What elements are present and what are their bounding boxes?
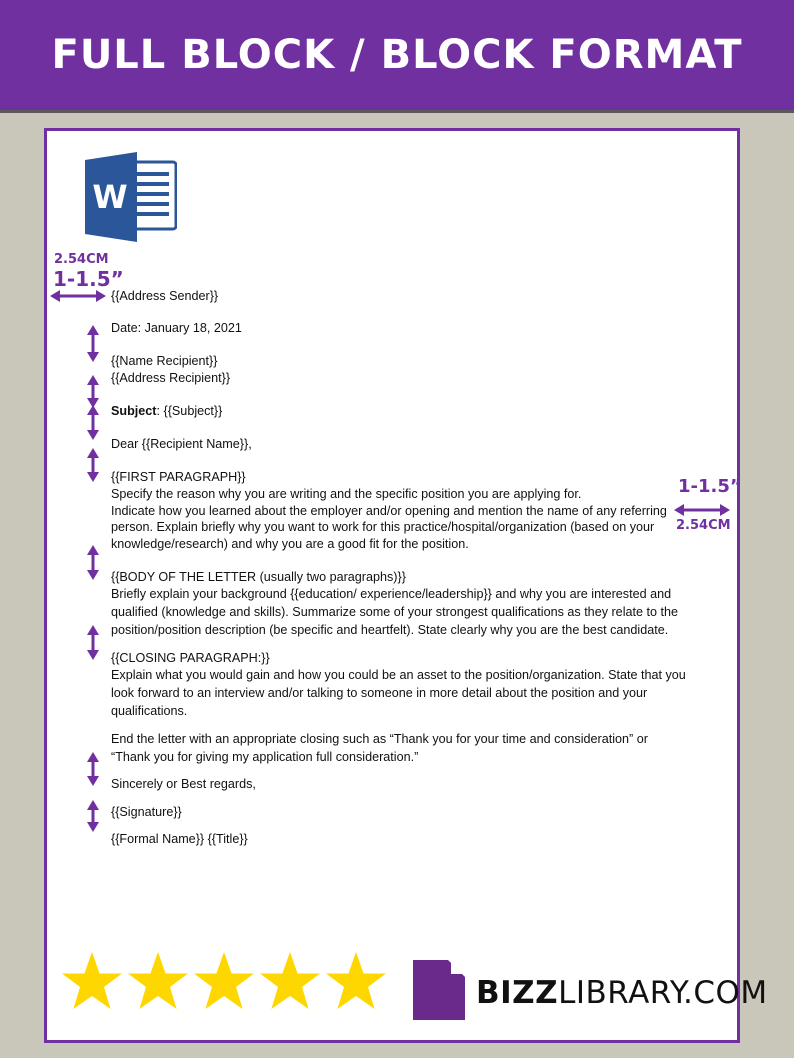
vertical-spacing-arrow-icon [86, 545, 100, 580]
star-icon [324, 950, 388, 1014]
first-paragraph-line: Specify the reason why you are writing and the specific position you are applying for. [111, 487, 582, 501]
horizontal-arrow-icon [674, 503, 730, 517]
vertical-spacing-arrow-icon [86, 448, 100, 482]
left-margin-inches: 1-1.5” [53, 267, 124, 291]
first-paragraph-line: knowledge/research) and why you are a good fit for the position. [111, 537, 469, 551]
right-margin-inches: 1-1.5” [678, 476, 742, 497]
vertical-spacing-arrow-icon [86, 800, 100, 832]
closing-line: look forward to an interview and/or talking to someone in more detail about the position and your [111, 686, 648, 700]
right-margin-cm: 2.54CM [676, 518, 731, 533]
brand-bold: BIZZ [476, 975, 559, 1011]
sender-address: {{Address Sender}} [111, 289, 219, 303]
signature: {{Signature}} [111, 805, 182, 819]
bizzlibrary-logo-icon [413, 960, 465, 1020]
sign-off: Sincerely or Best regards, [111, 777, 256, 791]
horizontal-arrow-icon [50, 289, 106, 303]
page-title: FULL BLOCK / BLOCK FORMAT [51, 32, 743, 78]
left-margin-cm: 2.54CM [54, 252, 109, 267]
brand-rest: LIBRARY.COM [558, 975, 768, 1011]
svg-text:W: W [92, 178, 128, 216]
vertical-spacing-arrow-icon [86, 752, 100, 786]
vertical-spacing-arrow-icon [86, 325, 100, 362]
closing-line: Explain what you would gain and how you could be an asset to the position/organization. State that you [111, 668, 686, 682]
salutation: Dear {{Recipient Name}}, [111, 437, 252, 451]
body-line: Briefly explain your background {{education/ experience/leadership}} and why you are interested and [111, 587, 672, 601]
star-icon [60, 950, 124, 1014]
star-rating [60, 950, 388, 1014]
subject-label: Subject [111, 404, 157, 418]
closing-heading: {{CLOSING PARAGRAPH:}} [111, 651, 270, 665]
formal-name-title: {{Formal Name}} {{Title}} [111, 832, 248, 846]
recipient-address: {{Address Recipient}} [111, 371, 231, 385]
vertical-spacing-arrow-icon [86, 375, 100, 408]
brand-name [476, 975, 768, 1011]
end-line: End the letter with an appropriate closing such as “Thank you for your time and consideration” or [111, 732, 648, 746]
header-banner [0, 0, 794, 113]
first-paragraph-line: person. Explain briefly why you want to work for this practice/hospital/organization (based on your [111, 520, 655, 534]
body-line: position/position description (be specific and heartfelt). State clearly why you are the best candidate. [111, 623, 669, 637]
letter-date: Date: January 18, 2021 [111, 321, 242, 335]
star-icon [192, 950, 256, 1014]
word-icon [83, 152, 177, 242]
body-line: qualified (knowledge and skills). Summarize some of your strongest qualifications as they relate to the [111, 605, 679, 619]
vertical-spacing-arrow-icon [86, 625, 100, 660]
subject-line [111, 402, 222, 420]
end-line: “Thank you for giving my application full consideration.” [111, 750, 419, 764]
body-heading: {{BODY OF THE LETTER (usually two paragraphs)}} [111, 570, 406, 584]
first-paragraph-heading: {{FIRST PARAGRAPH}} [111, 470, 246, 484]
vertical-spacing-arrow-icon [86, 405, 100, 440]
star-icon [258, 950, 322, 1014]
subject-value: : {{Subject}} [156, 404, 223, 418]
recipient-name: {{Name Recipient}} [111, 354, 218, 368]
star-icon [126, 950, 190, 1014]
closing-line: qualifications. [111, 704, 188, 718]
first-paragraph-line: Indicate how you learned about the employer and/or opening and mention the name of any referring [111, 504, 667, 518]
